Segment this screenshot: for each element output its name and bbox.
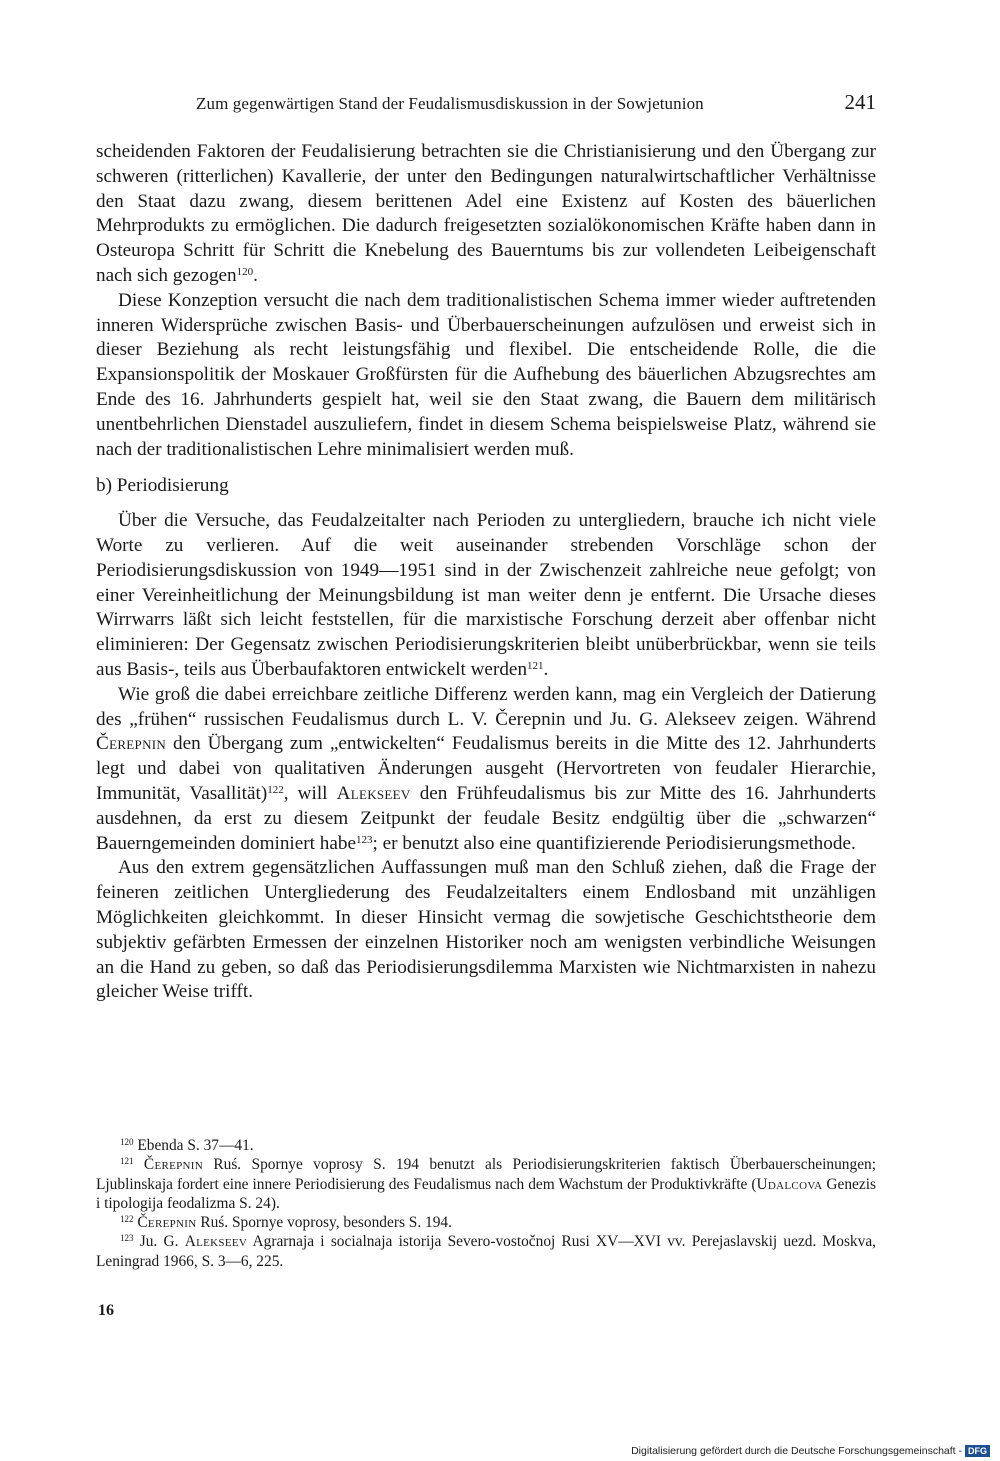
footnote-text: Ju. G. bbox=[133, 1233, 185, 1251]
footnote-text: Genezis i tipologija feodalizma S. 24). bbox=[96, 1175, 876, 1212]
author-name: Čerepnin bbox=[96, 733, 167, 755]
author-name: Čerepnin bbox=[143, 1156, 203, 1174]
footnote-121 bbox=[96, 1155, 876, 1213]
running-title: Zum gegenwärtigen Stand der Feudalismusdiskussion in der Sowjetunion bbox=[196, 94, 704, 113]
footnote-123 bbox=[96, 1232, 876, 1271]
paragraph bbox=[96, 856, 876, 1005]
author-name: Čerepnin bbox=[137, 1214, 197, 1232]
paragraph bbox=[96, 289, 876, 463]
dfg-logo-icon: DFG bbox=[965, 1445, 990, 1457]
paragraph bbox=[96, 509, 876, 683]
author-name: Udalcova bbox=[756, 1175, 823, 1193]
footnote-text: Ebenda S. 37—41. bbox=[133, 1137, 254, 1154]
footnotes bbox=[96, 1136, 876, 1271]
paragraph-text: scheidenden Faktoren der Feudalisierung betrachten sie die Christianisierung und den Übergang zur schweren (ritterlichen) Kavallerie, der unter den Bedingungen naturalwirtschaftlicher Verhältnisse den Staat dazu zwang, diesem berittenen Adel eine Existenz auf Kosten des bäuerlichen Mehrprodukts zu ermöglichen. Die dadurch freigesetzten sozialökonomischen Kräfte haben dann in Osteuropa Schritt für Schritt die Knebelung des Bauerntums bis zur vollendeten Leibeigenschaft nach sich gezogen bbox=[96, 141, 876, 286]
paragraph-text: Aus den extrem gegensätzlichen Auffassungen muß man den Schluß ziehen, daß die Frage der feineren zeitlichen Untergliederung des Feudalzeitalters einem Endlosband mit unzähligen Möglichkeiten gleichkommt. In dieser Hinsicht vermag die sowjetische Geschichtstheorie dem subjektiv gefärbten Ermessen der einzelnen Historiker noch am wenigsten verbindliche Weisungen an die Hand zu geben, so daß das Periodisierungsdilemma Marxisten wie Nichtmarxisten in nahezu gleicher Weise trifft. bbox=[96, 857, 876, 1003]
footnote-text: Ruś. Spornye voprosy, besonders S. 194. bbox=[196, 1214, 452, 1232]
author-name: Alekseev bbox=[184, 1233, 248, 1251]
footnote-text: Agrarnaja i socialnaja istorija Severo-vostočnoj Rusi XV—XVI vv. Perejaslavskij uezd. Moskva, Leningrad 1966, S. 3—6, 225. bbox=[96, 1233, 877, 1270]
footnote-number: 121 bbox=[120, 1156, 134, 1167]
signature-mark: 16 bbox=[98, 1302, 114, 1319]
footnote-number: 123 bbox=[120, 1233, 134, 1244]
footnote-ref: 122 bbox=[267, 783, 284, 796]
paragraph bbox=[96, 683, 876, 857]
section-heading: b) Periodisierung bbox=[96, 475, 229, 497]
page-number: 241 bbox=[844, 90, 876, 114]
running-head bbox=[196, 90, 876, 120]
paragraph-end: . bbox=[253, 264, 258, 286]
digitization-credit bbox=[631, 1444, 990, 1458]
footnote-ref: 123 bbox=[356, 833, 373, 846]
footnote-number: 120 bbox=[120, 1137, 134, 1147]
credit-text: Digitalisierung gefördert durch die Deutsche Forschungsgemeinschaft - bbox=[631, 1445, 962, 1457]
footnote-number: 122 bbox=[120, 1214, 134, 1225]
paragraph-text: Diese Konzeption versucht die nach dem traditionalistischen Schema immer wieder auftretenden inneren Widersprüche zwischen Basis- und Überbauerscheinungen aufzulösen und erweist sich in dieser Beziehung als recht leistungsfähig und flexibel. Die entscheidende Rolle, die die Expansionspolitik der Moskauer Großfürsten für die Aufhebung des bäuerlichen Abzugsrechtes am Ende des 16. Jahrhunderts gespielt hat, weil sie den Staat zwang, die Bauern dem militärisch unentbehrlichen Dienstadel auszuliefern, findet in diesem Schema beispielsweise Platz, während sie nach der traditionalistischen Lehre minimalisiert werden muß. bbox=[96, 289, 876, 460]
footnote-122 bbox=[96, 1213, 876, 1232]
paragraph-text: , will bbox=[283, 782, 337, 804]
paragraph-text: den Übergang zum „entwickelten“ Feudalismus bereits in die Mitte des 12. Jahrhunderts legt und dabei von qualitativen Änderungen ausgeht (Hervortreten von feudaler Hierarchie, Immunität, Vasallität) bbox=[96, 733, 876, 804]
paragraph bbox=[96, 140, 876, 289]
footnote-ref: 120 bbox=[236, 265, 254, 278]
paragraph-text: Wie groß die dabei erreichbare zeitliche Differenz werden kann, mag ein Vergleich der Datierung des „frühen“ russischen Feudalismus durch L. V. Čerepnin und Ju. G. Alekseev zeigen. Während bbox=[96, 683, 876, 730]
footnote-120 bbox=[96, 1136, 876, 1155]
footnote-ref: 121 bbox=[527, 659, 544, 672]
author-name: Alekseev bbox=[336, 782, 411, 804]
main-text bbox=[96, 140, 876, 1005]
paragraph-text: ; er benutzt also eine quantifizierende Periodisierungsmethode. bbox=[372, 832, 856, 854]
paragraph-text: Über die Versuche, das Feudalzeitalter nach Perioden zu untergliedern, brauche ich nicht viele Worte zu verlieren. Auf die weit auseinander strebenden Vorschläge schon der Periodisierungsdiskussion von 1949—1951 sind in der Zwischenzeit zahlreiche neue gefolgt; von einer Vereinheitlichung der Meinungsbildung ist man weiter denn je entfernt. Die Ursache dieses Wirrwarrs läßt sich leicht feststellen, für die marxistische Forschung derzeit aber offenbar nicht eliminieren: Der Gegensatz zwischen Periodisierungskriterien bleibt unüberbrückbar, wenn sie teils aus Basis-, teils aus Überbaufaktoren entwickelt werden bbox=[96, 510, 876, 680]
paragraph-text: den Frühfeudalismus bis zur Mitte des 16. Jahrhunderts ausdehnen, da erst zu diesem Zeitpunkt der feudale Besitz endgültig über die „schwarzen“ Bauerngemeinden dominiert habe bbox=[96, 782, 876, 854]
footnote-text: Ruś. Spornye voprosy S. 194 benutzt als Periodisierungskriterien faktisch Überbauerscheinungen; Ljublinskaja fordert eine innere Periodisierung des Feudalismus nach dem Wachstum der Produktivkräfte ( bbox=[96, 1156, 876, 1193]
paragraph-end: . bbox=[543, 658, 549, 680]
